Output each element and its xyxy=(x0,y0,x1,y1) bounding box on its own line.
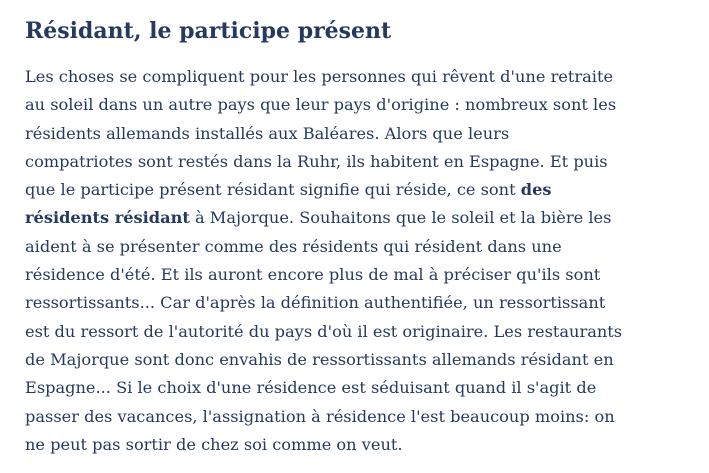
emphasis-text: des xyxy=(520,180,552,200)
paragraph-line xyxy=(25,204,705,232)
paragraph-line xyxy=(25,346,705,374)
line-text: Espagne... Si le choix d'une résidence est séduisant quand il s'agit de xyxy=(25,378,597,398)
paragraph-line xyxy=(25,120,705,148)
line-text: passer des vacances, l'assignation à résidence l'est beaucoup moins: on xyxy=(25,406,615,426)
paragraph-line xyxy=(25,289,705,317)
line-text: au soleil dans un autre pays que leur pays d'origine : nombreux sont les xyxy=(25,95,617,115)
article-paragraph xyxy=(25,63,705,459)
line-text: aident à se présenter comme des résidents qui résident dans une xyxy=(25,236,562,256)
line-text: Les choses se compliquent pour les personnes qui rêvent d'une retraite xyxy=(25,67,614,86)
emphasis-text: résidents résidant xyxy=(25,208,190,228)
paragraph-line xyxy=(25,403,705,431)
paragraph-line xyxy=(25,176,705,204)
article-title: Résidant, le participe présent xyxy=(25,18,392,44)
line-text: ressortissants... Car d'après la définition authentifiée, un ressortissant xyxy=(25,293,606,313)
line-text: est du ressort de l'autorité du pays d'où il est originaire. Les restaurants xyxy=(25,321,623,341)
line-text: compatriotes sont restés dans la Ruhr, ils habitent en Espagne. Et puis xyxy=(25,151,608,171)
paragraph-line xyxy=(25,318,705,346)
paragraph-line xyxy=(25,148,705,176)
line-text: ne peut pas sortir de chez soi comme on veut. xyxy=(25,434,403,454)
article xyxy=(25,14,705,459)
line-text: que le participe présent résidant signifie qui réside, ce sont xyxy=(25,180,521,200)
line-text: résidents allemands installés aux Baléares. Alors que leurs xyxy=(25,123,510,143)
paragraph-line xyxy=(25,261,705,289)
paragraph-line xyxy=(25,233,705,261)
line-text: de Majorque sont donc envahis de ressortissants allemands résidant en xyxy=(25,349,614,369)
line-text: résidence d'été. Et ils auront encore plus de mal à préciser qu'ils sont xyxy=(25,265,601,285)
line-text: à Majorque. Souhaitons que le soleil et la bière les xyxy=(189,208,612,228)
paragraph-line xyxy=(25,91,705,119)
paragraph-line xyxy=(25,431,705,459)
paragraph-line xyxy=(25,63,705,91)
paragraph-line xyxy=(25,374,705,402)
